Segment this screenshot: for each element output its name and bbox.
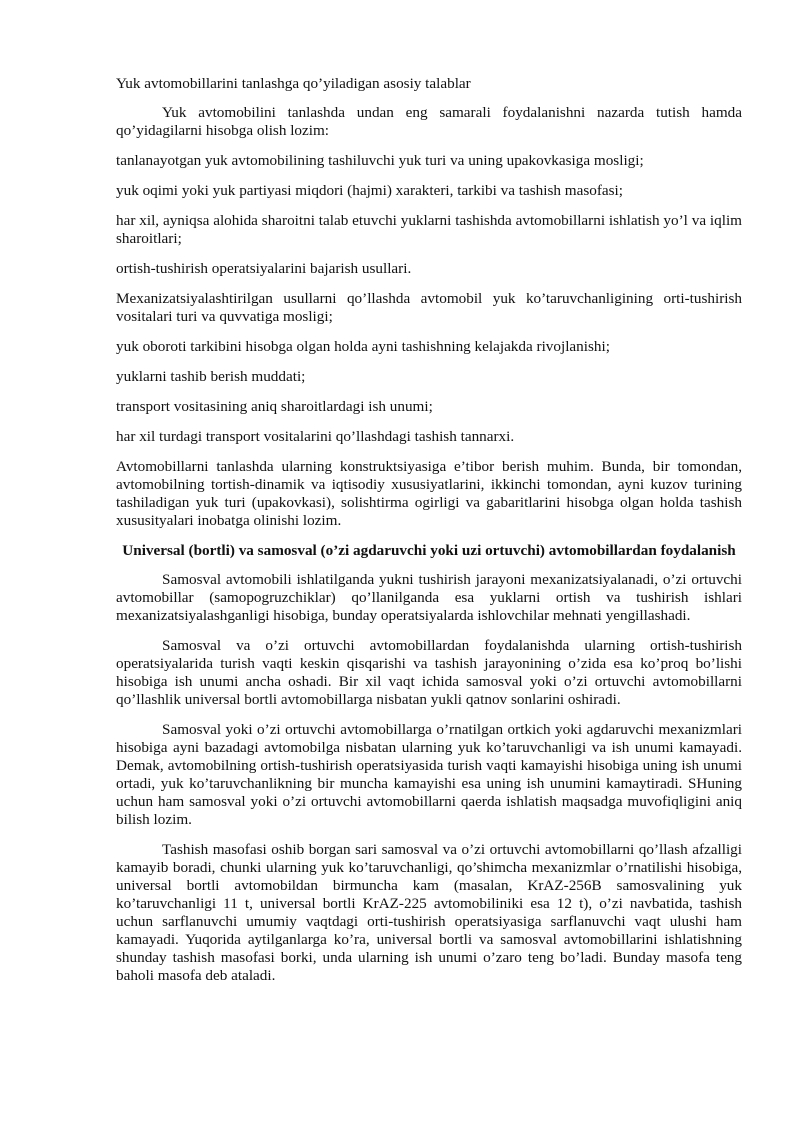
list-item: har xil, ayniqsa alohida sharoitni talab etuvchi yuklarni tashishda avtomobillarni ishlatish yo’l va iqlim sharoitlari; (116, 212, 742, 247)
list-item: transport vositasining aniq sharoitlardagi ish unumi; (116, 398, 433, 415)
body-paragraph: Tashish masofasi oshib borgan sari samosval va o’zi ortuvchi avtomobillarni qo’llash afzalligi kamayib boradi, chunki ularning yuk ko’taruvchanligi, qo’shimcha mexanizmlar o’rnatilishi hisobiga, universal bortli avtomobildan birmuncha kam (masalan, KrAZ-256B samosvalining yuk ko’taruvchanligi 11 t, universal bortli KrAZ-225 avtomobiliniki esa 12 t), o’zi navbatida, tashish uchun sarflanuvchi umumiy vaqtdagi orti-tushirish operatsiyasiga sarflanuvchi vaqt ulushi ham kamayadi. Yuqorida aytilganlarga ko’ra, universal bortli va samosval avtomobillarini ishlatishning shunday tashish masofasi borki, unda ularning ish unumi o’zaro teng bo’ladi. Bunday masofa teng baholi masofa deb ataladi. (116, 841, 742, 984)
section-heading: Universal (bortli) va samosval (o’zi agdaruvchi yoki uzi ortuvchi) avtomobillardan foydalanish (122, 542, 736, 559)
intro-paragraph: Yuk avtomobilini tanlashda undan eng samarali foydalanishni nazarda tutish hamda qo’yidagilarni hisobga olish lozim: (116, 104, 742, 139)
document-page (116, 75, 742, 997)
body-paragraph: Samosval yoki o’zi ortuvchi avtomobillarga o’rnatilgan ortkich yoki agdaruvchi mexanizmlari hisobiga ayni bazadagi avtomobilga nisbatan ularning yuk ko’taruvchanligi va ish unumi kamayadi. Demak, avtomobilning ortish-tushirish operatsiyasida turish vaqti kamayishi hisobiga uning ish unumi ortadi, yuk ko’taruvchanlikning bir muncha kamayishi esa uning ish unumini kamaytiradi. SHuning uchun ham samosval yoki o’zi ortuvchi avtomobillarni qaerda ishlatish maqsadga muvofiqligini aniq bilish lozim. (116, 721, 742, 828)
list-item: yuk oqimi yoki yuk partiyasi miqdori (hajmi) xarakteri, tarkibi va tashish masofasi; (116, 182, 623, 199)
list-item: ortish-tushirish operatsiyalarini bajarish usullari. (116, 260, 412, 277)
list-item: Mexanizatsiyalashtirilgan usullarni qo’llashda avtomobil yuk ko’taruvchanligining orti-tushirish vositalari turi va quvvatiga mosligi; (116, 290, 742, 325)
body-paragraph: Samosval avtomobili ishlatilganda yukni tushirish jarayoni mexanizatsiyalanadi, o’zi ortuvchi avtomobillar (samopogruzchiklar) qo’llanilganda esa yuklarni ortish va tushirish ishlari mexanizatsiyalashganligi hisobiga, bunday operatsiyalarda ishlovchilar mehnati yengillashadi. (116, 571, 742, 624)
body-paragraph: Samosval va o’zi ortuvchi avtomobillardan foydalanishda ularning ortish-tushirish operatsiyalarida turish vaqti keskin qisqarishi va tashish jarayonining o’zida esa ko’proq bo’lishi hisobiga ish unumi ancha oshadi. Bir xil vaqt ichida samosval yoki o’zi ortuvchi avtomobillarni qo’llashlik universal bortli avtomobillarga nisbatan yukli qatnov sonlarini oshiradi. (116, 637, 742, 708)
list-item: yuklarni tashib berish muddati; (116, 368, 306, 385)
list-item: har xil turdagi transport vositalarini qo’llashdagi tashish tannarxi. (116, 428, 515, 445)
list-item: tanlanayotgan yuk avtomobilining tashiluvchi yuk turi va uning upakovkasiga mosligi; (116, 152, 644, 169)
construction-paragraph: Avtomobillarni tanlashda ularning konstruktsiyasiga e’tibor berish muhim. Bunda, bir tomondan, avtomobilning tortish-dinamik va iqtisodiy xususiyatlarini, ikkinchi tomondan, ayni kuzov turining tashiladigan yuk turi (upakovkasi), solishtirma ogirligi va gabaritlarini hisobga olgan holda tashish xususityalari inobatga olinishi lozim. (116, 458, 742, 529)
document-title: Yuk avtomobillarini tanlashga qo’yiladigan asosiy talablar (116, 75, 471, 92)
list-item: yuk oboroti tarkibini hisobga olgan holda ayni tashishning kelajakda rivojlanishi; (116, 338, 610, 355)
